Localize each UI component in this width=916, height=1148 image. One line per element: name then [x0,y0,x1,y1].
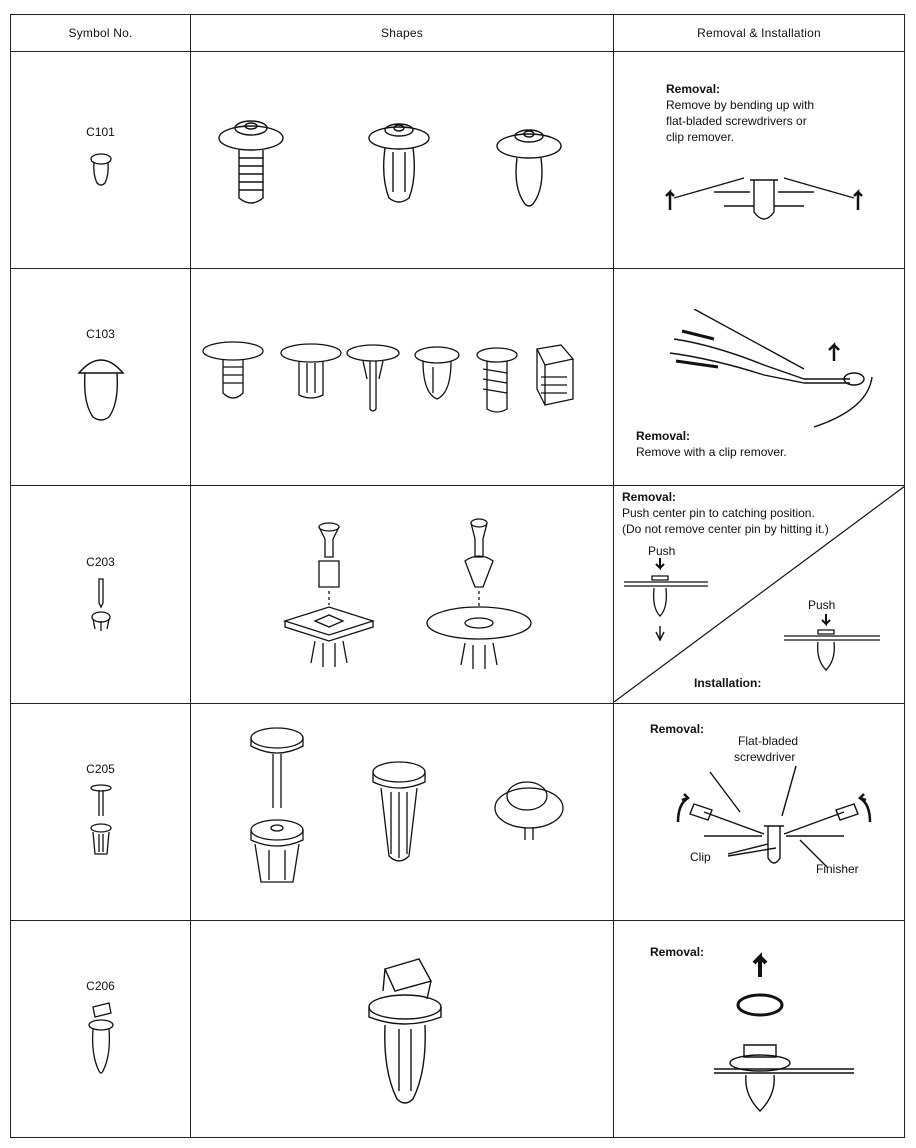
removal-title: Removal: [666,82,721,97]
label-tool-2: screwdriver [734,749,796,764]
clip-c103-shapes-icon [191,269,614,485]
table-row-c205 [11,703,905,920]
shapes-cell [191,703,614,920]
removal-title: Removal: [650,721,705,736]
clip-c101-shapes-icon [191,52,614,268]
removal-cell [614,703,905,920]
removal-cell [614,269,905,486]
push-label-1: Push [648,544,676,559]
symbol-code: C206 [86,978,115,993]
header-removal: Removal & Installation [614,15,905,52]
push-label-2: Push [808,598,836,613]
shapes-cell [191,52,614,269]
label-tool-1: Flat-bladed [738,733,799,748]
clip-c203-shapes-icon [191,487,614,703]
clip-c205-symbol-icon [81,782,121,862]
removal-diagram-c203-push-icon [624,558,714,658]
table-row-c206 [11,920,905,1137]
clip-c206-symbol-icon [81,999,121,1079]
header-symbol: Symbol No. [11,15,191,52]
removal-diagram-c206-icon [704,945,864,1125]
symbol-code: C103 [86,327,115,342]
clip-c203-symbol-icon [81,575,121,635]
removal-line-2: (Do not remove center pin by hitting it.) [622,522,829,537]
removal-diagram-c203-installed-icon [784,614,884,684]
clip-table [10,14,905,1138]
table-row-c101 [11,52,905,269]
symbol-cell [11,920,191,1137]
header-row [11,15,905,52]
removal-line-1: Remove with a clip remover. [636,445,787,460]
clip-c206-shapes-icon [191,921,614,1137]
installation-label: Installation: [694,676,762,691]
removal-title: Removal: [636,429,691,444]
symbol-cell [11,486,191,703]
removal-line-2: flat-bladed screwdrivers or [666,114,807,129]
shapes-cell [191,269,614,486]
removal-line-3: clip remover. [666,130,735,145]
symbol-cell [11,269,191,486]
symbol-cell [11,52,191,269]
shapes-cell [191,920,614,1137]
label-finisher: Finisher [816,861,859,876]
symbol-code: C203 [86,554,115,569]
clip-c101-symbol-icon [81,145,121,195]
removal-cell [614,52,905,269]
label-clip: Clip [690,849,711,864]
symbol-code: C205 [86,761,115,776]
symbol-cell [11,703,191,920]
removal-title: Removal: [622,490,677,505]
header-shapes: Shapes [191,15,614,52]
clip-c103-symbol-icon [71,347,131,427]
removal-cell [614,920,905,1137]
removal-diagram-c101-icon [654,162,874,242]
symbol-code: C101 [86,125,115,140]
removal-line-1: Remove by bending up with [666,98,815,113]
table-row-c203 [11,486,905,703]
removal-diagram-c103-icon [654,309,894,429]
shapes-cell [191,486,614,703]
removal-line-1: Push center pin to catching position. [622,506,815,521]
removal-cell [614,486,905,703]
removal-title: Removal: [650,944,705,959]
table-row-c103 [11,269,905,486]
clip-c205-shapes-icon [191,704,614,920]
